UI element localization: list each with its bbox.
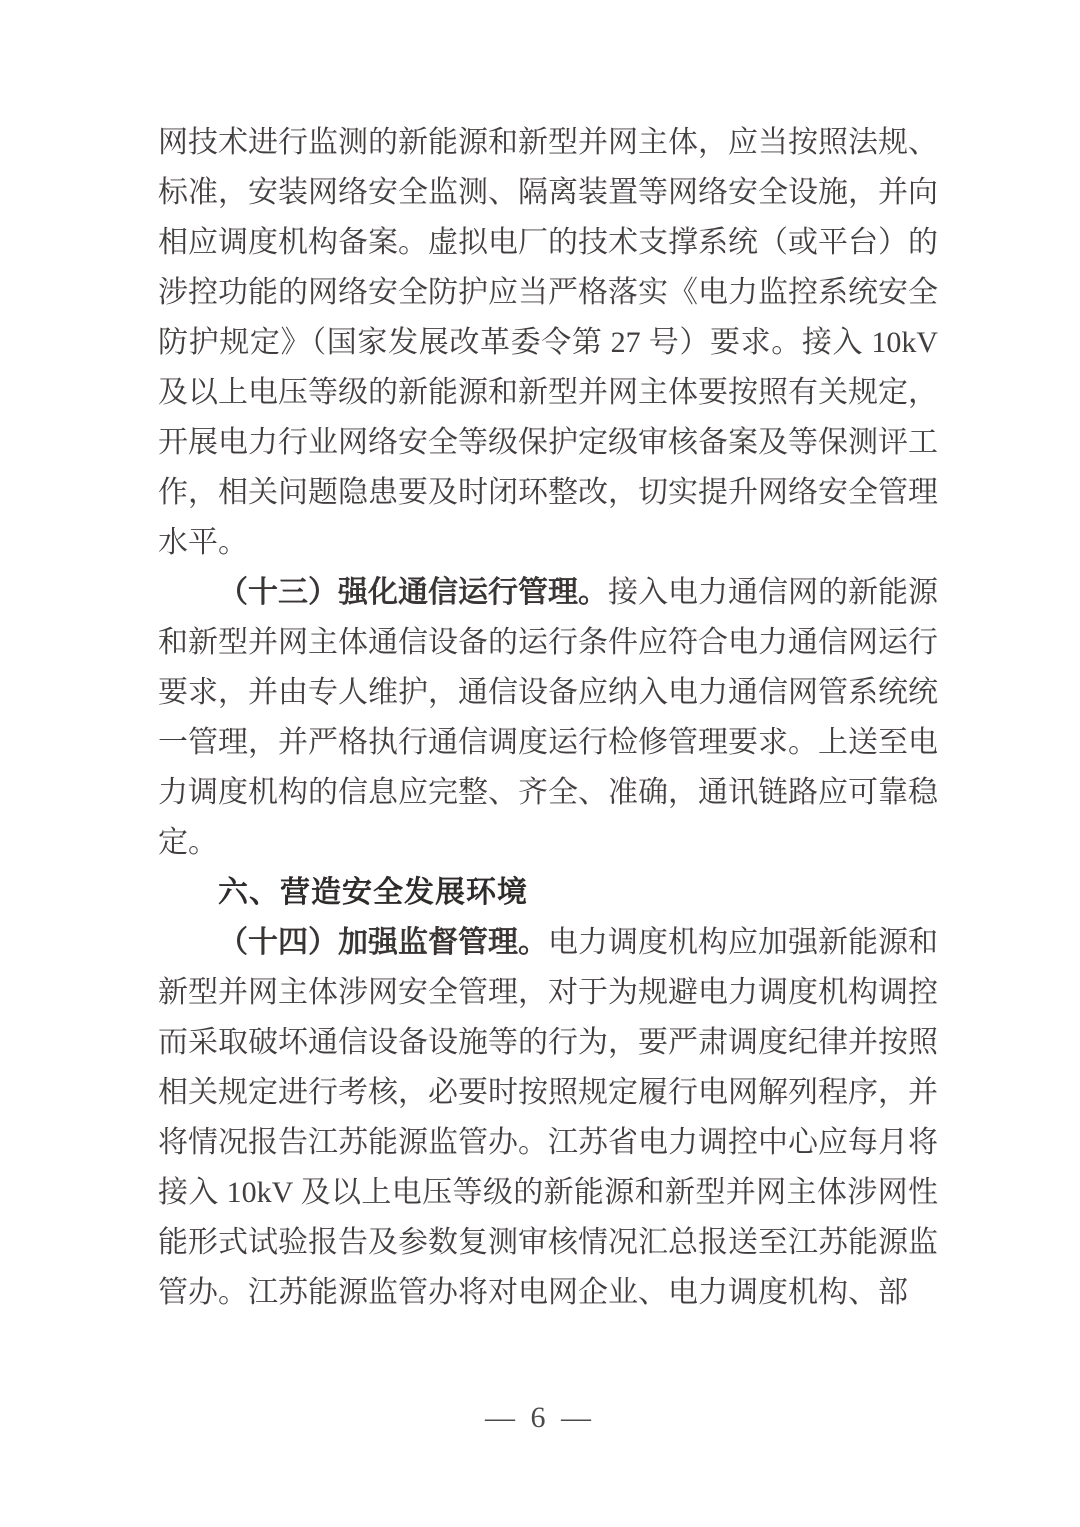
section-heading-six: 六、营造安全发展环境 (218, 876, 528, 909)
page-number: — 6 — (485, 1401, 595, 1434)
paragraph-14 (158, 918, 938, 1318)
paragraph-continuation: 网技术进行监测的新能源和新型并网主体，应当按照法规、标准，安装网络安全监测、隔离装置等网络安全设施，并向相应调度机构备案。虚拟电厂的技术支撑系统（或平台）的涉控功能的网络安全防护应当严格落实《电力监控系统安全防护规定》（国家发展改革委令第 27 号）要求。接入 10kV 及以上电压等级的新能源和新型并网主体要按照有关规定，开展电力行业网络安全等级保护定级审核备案及等保测评工作，相关问题隐患要及时闭环整改，切实提升网络安全管理水平。 (158, 126, 938, 559)
document-text-block (158, 118, 938, 1318)
paragraph-13-lead: （十三）强化通信运行管理。 (218, 576, 608, 609)
paragraph-13 (158, 568, 938, 868)
paragraph-13-body: 接入电力通信网的新能源和新型并网主体通信设备的运行条件应符合电力通信网运行要求，并由专人维护，通信设备应纳入电力通信网管系统统一管理，并严格执行通信调度运行检修管理要求。上送至电力调度机构的信息应完整、齐全、准确，通讯链路应可靠稳定。 (158, 576, 938, 859)
paragraph-14-lead: （十四）加强监督管理。 (218, 926, 548, 959)
paragraph-14-body: 电力调度机构应加强新能源和新型并网主体涉网安全管理，对于为规避电力调度机构调控而采取破坏通信设备设施等的行为，要严肃调度纪律并按照相关规定进行考核，必要时按照规定履行电网解列程序，并将情况报告江苏能源监管办。江苏省电力调控中心应每月将接入 10kV 及以上电压等级的新能源和新型并网主体涉网性能形式试验报告及参数复测审核情况汇总报送至江苏能源监管办。江苏能源监管办将对电网企业、电力调度机构、部 (158, 926, 938, 1309)
